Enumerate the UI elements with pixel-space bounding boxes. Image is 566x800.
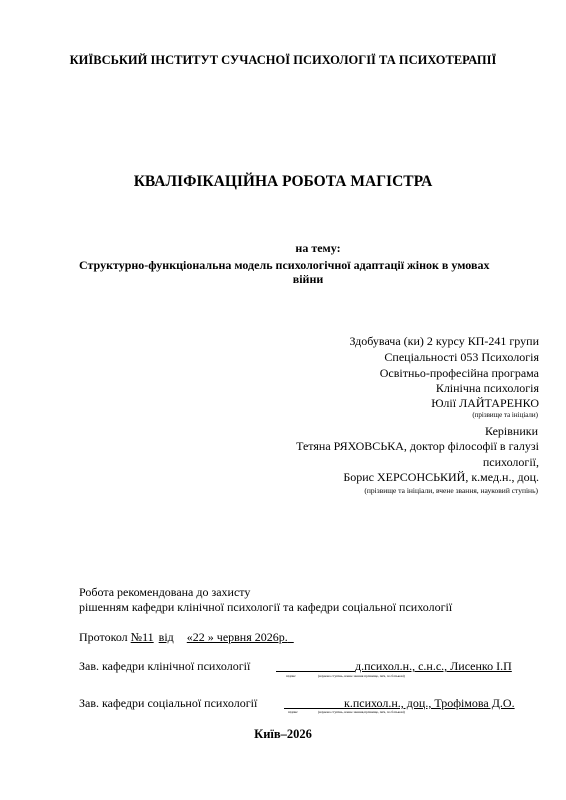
- supervisors-caption: (прізвище та ініціали, вчене звання, науковий ступінь): [364, 486, 538, 495]
- recommended-line-1: Робота рекомендована до захисту: [79, 585, 251, 599]
- institution-name: КИЇВСЬКИЙ ІНСТИТУТ СУЧАСНОЇ ПСИХОЛОГІЇ ТА ПСИХОТЕРАПІЇ: [69, 53, 497, 67]
- head-1-caption-name: (наукова ступінь, вчене звання прізвище, ім'я, по батькові): [318, 674, 405, 678]
- student-name-caption: (прізвище та ініціали): [472, 411, 538, 419]
- head-1-label: Зав. кафедри клінічної психології: [79, 659, 251, 673]
- student-name: Юлії ЛАЙТАРЕНКО: [431, 396, 539, 410]
- head-2-label: Зав. кафедри соціальної психології: [79, 696, 258, 710]
- head-1-signature-line: [276, 671, 355, 672]
- protocol-line: [79, 630, 294, 645]
- student-line: Здобувача (ки) 2 курсу КП-241 групи: [349, 334, 539, 348]
- specialty-line: Спеціальності 053 Психологія: [384, 350, 539, 364]
- program-line: Освітньо-професійна програма: [379, 366, 539, 380]
- topic-label: на тему:: [295, 241, 341, 255]
- head-2-caption-sign: підпис: [288, 710, 298, 714]
- topic-line-2: війни: [292, 272, 324, 286]
- head-1-caption-sign: підпис: [286, 674, 296, 678]
- protocol-label: Протокол: [79, 630, 128, 644]
- head-2-value: к.психол.н., доц., Трофімова Д.О.: [344, 696, 515, 710]
- program-name: Клінічна психологія: [435, 381, 539, 395]
- supervisor-1-line-1: Тетяна РЯХОВСЬКА, доктор філософії в галузі: [296, 439, 539, 453]
- head-1-value: д.психол.н., с.н.с., Лисенко І.П: [355, 659, 512, 673]
- supervisors-label: Керівники: [485, 424, 538, 438]
- protocol-from: від: [158, 630, 174, 644]
- supervisor-1-line-2: психології,: [482, 455, 539, 469]
- work-type-title: КВАЛІФІКАЦІЙНА РОБОТА МАГІСТРА: [133, 173, 433, 190]
- recommended-line-2: рішенням кафедри клінічної психології та кафедри соціальної психології: [79, 600, 453, 614]
- topic-line-1: Структурно-функціональна модель психологічної адаптації жінок в умовах: [79, 258, 490, 272]
- protocol-number: №11: [130, 630, 154, 644]
- head-2-caption-name: (наукова ступінь, вчене звання,прізвище, ім'я, по батькові): [318, 710, 405, 714]
- supervisor-2: Борис ХЕРСОНСЬКИЙ, к.мед.н., доц.: [343, 470, 539, 484]
- protocol-date: «22 » червня 2026р.: [186, 630, 288, 644]
- head-2-signature-line: [284, 708, 344, 709]
- city-year: Київ–2026: [254, 727, 312, 741]
